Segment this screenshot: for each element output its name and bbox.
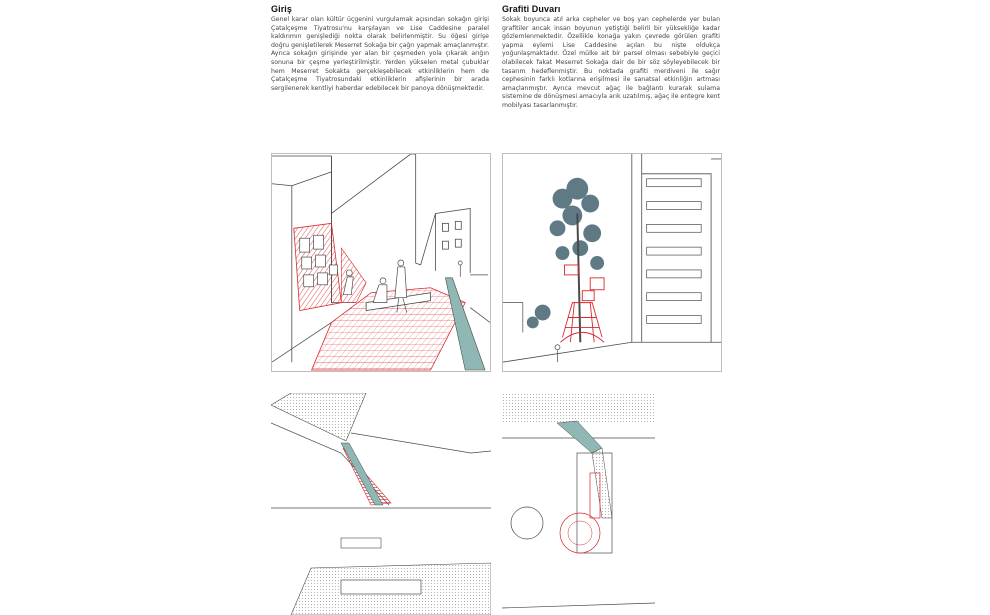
entrance-perspective-drawing — [271, 153, 491, 372]
entrance-title: Giriş — [271, 4, 293, 14]
graffiti-site-plan — [502, 393, 655, 615]
entrance-site-plan — [271, 393, 491, 615]
graffiti-title: Grafiti Duvarı — [502, 4, 561, 14]
entrance-body: Genel karar olan kültür üçgenini vurgulamak açısından sokağın girişi Çatalçeşme Tiyatrosu'nu karşılayan ve Lise Caddesine paralel kaldırımın genişlediği nokta olarak belirlenmiştir. Su öğesi girişe doğru genişletilerek Meserret Sokağa bir çağrı yapmak amaçlanmıştır. Ayrıca sokağın girişinde yer alan bir çeşmeden yola çıkarak arığın sonuna bir çeşme yerleştirilmiştir. Yerden yükselen metal çubuklar hem Meserret Sokakta gerçekleşebilecek etkinliklerin hem de Çatalçeşme Tiyatrosundaki etkinliklerin afişlerinin bir arada sergilenerek kentliyi haberdar edebilecek bir panoya dönüşmektedir. — [271, 16, 489, 92]
entrance-text-column — [271, 4, 489, 93]
graffiti-text-column — [502, 4, 720, 111]
graffiti-body: Sokak boyunca atıl arka cepheler ve boş yan cephelerde yer bulan grafitiler ancak insan boyunun yetiştiği belirli bir yüksekliğe kadar gözlemlenmektedir. Özellikle konağa yakın çevrede görülen grafiti yapma eylemi Lise Caddesine açılan bu nişte oldukça yoğunlaşmaktadır. Özel mülke ait bir parsel olması sebebiyle geçici olabilecek fakat Meserret Sokağa dair de bir söz söyleyebilecek bir tasarım hedeflenmiştir. Bu noktada grafiti merdiveni ile sağır cephesinin farklı kotlarına erişilmesi ile sanatsal etkinliğin artması amaçlanmıştır. Ayrıca mevcut ağaç ile bağlantı kurarak sulama sistemine de dönüşmesi amacıyla arık uzatılmış, ağaç ile entegre kent mobilyası tasarlanmıştır. — [502, 16, 720, 109]
graffiti-perspective-drawing — [502, 153, 722, 372]
